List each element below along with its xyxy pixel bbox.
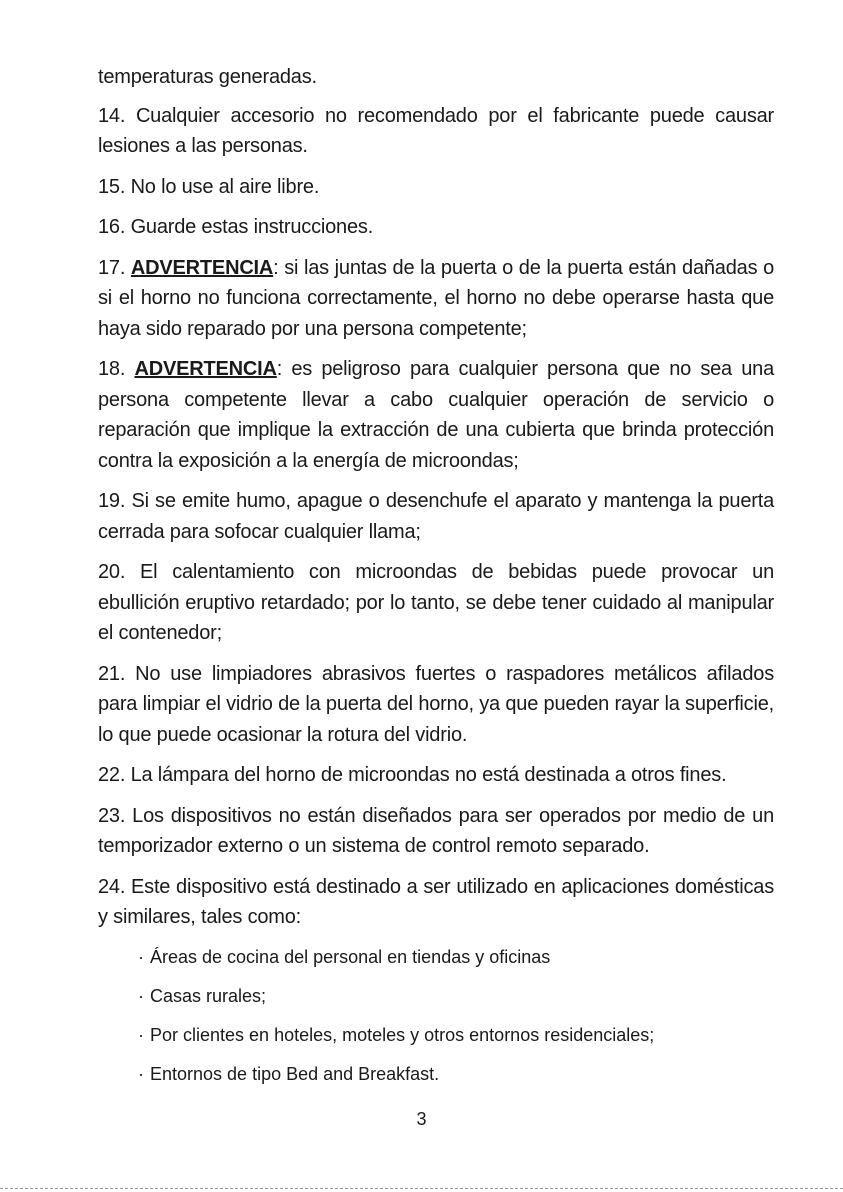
item-19 bbox=[98, 486, 774, 547]
item-20 bbox=[98, 557, 774, 649]
list-item-text: Entornos de tipo Bed and Breakfast. bbox=[150, 1063, 440, 1084]
bottom-divider bbox=[0, 1188, 843, 1189]
list-item bbox=[138, 982, 774, 1010]
list-item-text: Áreas de cocina del personal en tiendas y oficinas bbox=[150, 946, 551, 967]
item-number: 18. bbox=[98, 358, 126, 380]
warning-label: ADVERTENCIA bbox=[130, 256, 274, 279]
item-text: La lámpara del horno de microondas no está destinada a otros fines. bbox=[130, 764, 727, 786]
item-22 bbox=[98, 760, 774, 791]
item-number: 20. bbox=[98, 561, 126, 583]
item-16 bbox=[98, 212, 774, 243]
list-item-text: Por clientes en hoteles, moteles y otros entornos residenciales; bbox=[150, 1024, 655, 1045]
item-number: 15. bbox=[98, 175, 126, 198]
item-text: Cualquier accesorio no recomendado por el fabricante puede causar lesiones a las personas. bbox=[98, 104, 775, 157]
item-number: 22. bbox=[98, 764, 126, 786]
page-number: 3 bbox=[416, 1109, 427, 1129]
list-item bbox=[138, 1060, 774, 1088]
list-item-text: Casas rurales; bbox=[150, 985, 267, 1006]
item-number: 21. bbox=[98, 662, 126, 685]
item-18 bbox=[98, 354, 774, 476]
bullet-marker: · bbox=[138, 1063, 144, 1084]
item-text: : si las juntas de la puerta o de la puerta están dañadas o si el horno no funciona correctamente, el horno no debe operarse hasta que haya sido reparado por una persona competente; bbox=[98, 256, 774, 340]
item-text: : es peligroso para cualquier persona que no sea una persona competente llevar a cabo cualquier operación de servicio o reparación que implique la extracción de una cubierta que brinda protección contra la exposición a la energía de microondas; bbox=[98, 358, 774, 472]
item-number: 24. bbox=[98, 875, 126, 898]
list-item bbox=[138, 943, 774, 971]
item-text: Guarde estas instrucciones. bbox=[130, 216, 374, 238]
item-17 bbox=[98, 253, 774, 345]
list-item bbox=[138, 1021, 774, 1049]
bullet-marker: · bbox=[138, 985, 144, 1006]
item-text: Si se emite humo, apague o desenchufe el aparato y mantenga la puerta cerrada para sofocar cualquier llama; bbox=[98, 490, 775, 543]
item-text: No use limpiadores abrasivos fuertes o raspadores metálicos afilados para limpiar el vidrio de la puerta del horno, ya que pueden rayar la superficie, lo que puede ocasionar la rotura del vidrio. bbox=[98, 662, 774, 746]
item-number: 14. bbox=[98, 104, 126, 127]
item-24 bbox=[98, 872, 774, 933]
item-23 bbox=[98, 801, 774, 862]
item-text: Este dispositivo está destinado a ser utilizado en aplicaciones domésticas y similares, tales como: bbox=[98, 875, 774, 928]
usage-list bbox=[98, 943, 774, 1088]
intro-line: temperaturas generadas. bbox=[98, 66, 317, 88]
item-number: 17. bbox=[98, 256, 126, 279]
warning-label: ADVERTENCIA bbox=[134, 358, 277, 380]
item-text: Los dispositivos no están diseñados para ser operados por medio de un temporizador externo o un sistema de control remoto separado. bbox=[98, 804, 774, 857]
bullet-marker: · bbox=[138, 1024, 144, 1045]
item-15 bbox=[98, 172, 774, 203]
item-number: 19. bbox=[98, 490, 126, 512]
item-number: 23. bbox=[98, 804, 126, 827]
item-number: 16. bbox=[98, 216, 126, 238]
bullet-marker: · bbox=[138, 946, 144, 967]
item-14 bbox=[98, 101, 774, 162]
document-body bbox=[98, 62, 774, 1099]
item-text: El calentamiento con microondas de bebidas puede provocar un ebullición eruptivo retardado; por lo tanto, se debe tener cuidado al manipular el contenedor; bbox=[98, 561, 774, 644]
item-text: No lo use al aire libre. bbox=[130, 175, 320, 198]
item-21 bbox=[98, 659, 774, 751]
